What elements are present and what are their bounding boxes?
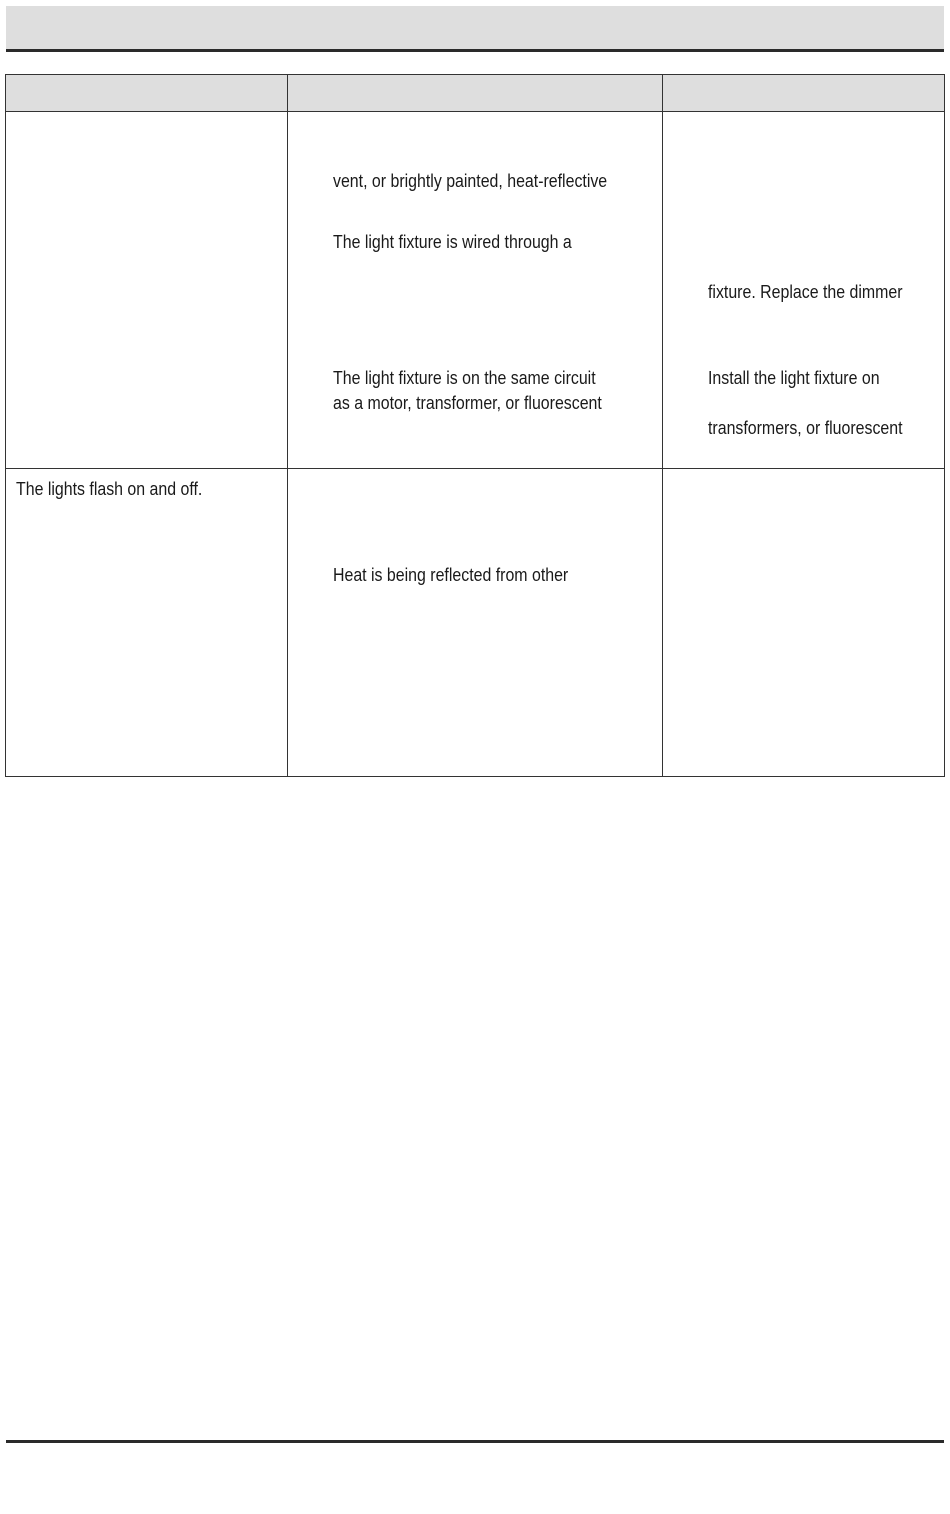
- table-column-divider-2: [662, 74, 663, 777]
- cause-text-line: vent, or brightly painted, heat-reflective: [333, 170, 608, 191]
- solution-text-line: Install the light fixture on: [708, 367, 880, 388]
- table-header-divider: [5, 111, 945, 112]
- cause-text-line: as a motor, transformer, or fluorescent: [333, 392, 602, 413]
- table-column-divider-1: [287, 74, 288, 777]
- solution-text-line: fixture. Replace the dimmer: [708, 281, 903, 302]
- table-border-left: [5, 74, 6, 777]
- page-header-band: [6, 6, 944, 50]
- page-header-rule: [6, 49, 944, 52]
- table-border-bottom: [5, 776, 945, 777]
- table-header-row: [6, 75, 944, 111]
- cause-text-line: Heat is being reflected from other: [333, 564, 569, 585]
- cause-text-line: The light fixture is wired through a: [333, 231, 572, 252]
- cause-text-line: The light fixture is on the same circuit: [333, 367, 596, 388]
- table-row-divider: [5, 468, 945, 469]
- solution-text-line: transformers, or fluorescent: [708, 417, 903, 438]
- table-border-top: [5, 74, 945, 75]
- table-border-right: [944, 74, 945, 777]
- problem-text: The lights flash on and off.: [16, 478, 203, 499]
- page-footer-rule: [6, 1440, 944, 1443]
